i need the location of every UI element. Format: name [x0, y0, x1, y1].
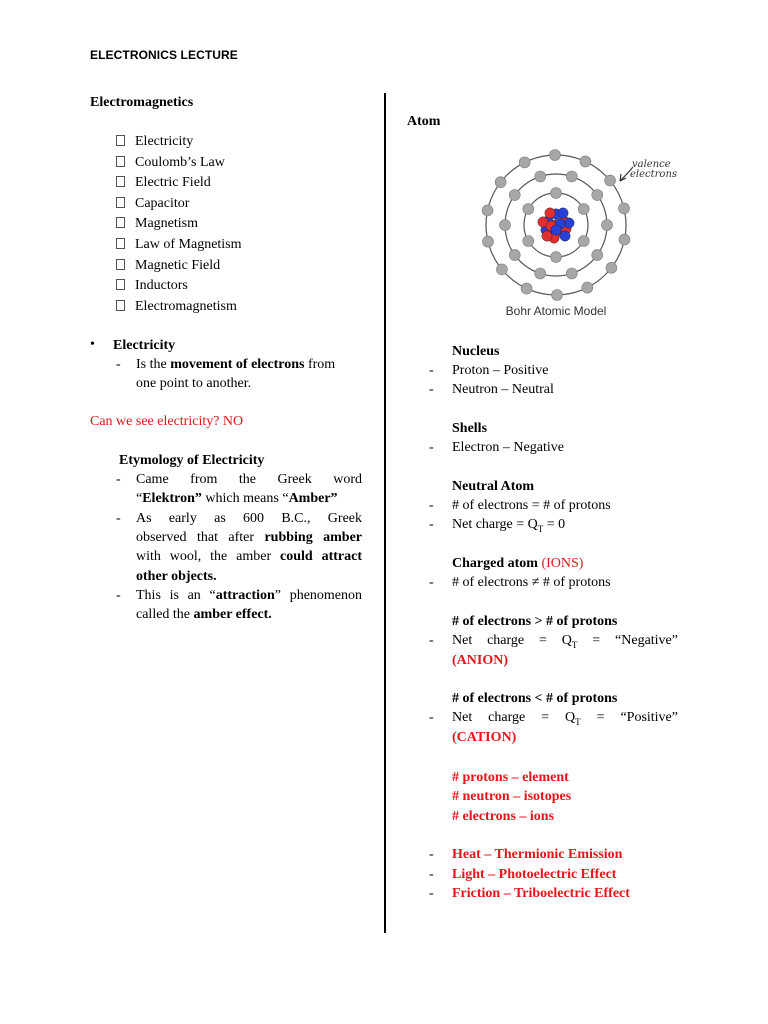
dash-icon: -: [429, 363, 434, 378]
electron-icon: [551, 252, 562, 263]
nucleus-item: Proton – Positive: [452, 363, 549, 378]
electron-icon: [523, 236, 534, 247]
annotation-line1: valence: [632, 159, 671, 170]
ety2-line3: with wool, the amber could attract: [136, 549, 362, 564]
summary-item: # electrons – ions: [452, 808, 555, 824]
summary-list: [452, 768, 571, 826]
more-electrons-title: # of electrons > # of protons: [452, 614, 618, 629]
ety2-line1: As early as 600 B.C., Greek: [136, 511, 362, 526]
electron-icon: [496, 264, 507, 275]
dash-icon: -: [116, 511, 121, 526]
electron-icon: [509, 190, 520, 201]
checkbox-icon: [116, 259, 125, 270]
topic-item: Electromagnetism: [116, 297, 242, 318]
electron-icon: [619, 203, 630, 214]
cation-label: (CATION): [452, 730, 517, 745]
dash-icon: -: [429, 847, 434, 862]
ety3-line1: This is an “attraction” phenomenon: [136, 588, 363, 603]
electron-icon: [500, 220, 511, 231]
electron-icon: [566, 171, 577, 182]
document-header: ELECTRONICS LECTURE: [90, 48, 238, 62]
dash-icon: -: [429, 517, 434, 532]
electron-icon: [582, 282, 593, 293]
neutral-charge: Net charge = $Q_T = 0$: [452, 517, 566, 534]
dash-icon: -: [429, 633, 434, 648]
anion-label: (ANION): [452, 653, 508, 668]
topic-item: Magnetic Field: [116, 256, 242, 277]
nucleus-title: Nucleus: [452, 344, 500, 359]
summary-item: # neutron – isotopes: [452, 789, 572, 805]
bullet-desc-line2: one point to another.: [136, 376, 252, 391]
electron-icon: [578, 236, 589, 247]
less-electrons-title: # of electrons < # of protons: [452, 691, 618, 706]
dash-icon: -: [429, 710, 434, 725]
atom-title: Atom: [407, 114, 441, 129]
neutron-icon: [558, 208, 568, 218]
checkbox-icon: [116, 197, 125, 208]
ety1-line2: “Elektron” which means “Amber”: [136, 491, 338, 506]
checkbox-icon: [116, 238, 125, 249]
checkbox-icon: [116, 176, 125, 187]
electron-icon: [482, 205, 493, 216]
electron-icon: [578, 204, 589, 215]
section-title: Electromagnetics: [90, 95, 194, 110]
electron-icon: [482, 236, 493, 247]
bohr-atom-diagram: [470, 143, 680, 323]
etymology-title: Etymology of Electricity: [119, 453, 265, 468]
question-text: Can we see electricity? NO: [90, 414, 244, 429]
diagram-label: Bohr Atomic Model: [505, 304, 607, 318]
electron-icon: [552, 289, 563, 300]
checkbox-icon: [116, 217, 125, 228]
neutron-icon: [551, 225, 561, 235]
dash-icon: -: [429, 498, 434, 513]
electron-icon: [606, 262, 617, 273]
dash-icon: -: [116, 588, 121, 603]
electron-icon: [605, 175, 616, 186]
neutral-item: # of electrons = # of protons: [452, 498, 611, 513]
dash-icon: -: [429, 382, 434, 397]
dash-icon: -: [116, 357, 121, 372]
charged-item: # of electrons ≠ # of protons: [452, 575, 611, 590]
topic-item: Electricity: [116, 132, 242, 153]
dash-icon: -: [429, 866, 434, 882]
dash-icon: -: [429, 886, 434, 901]
electron-icon: [592, 249, 603, 260]
electron-icon: [566, 268, 577, 279]
topic-item: Electric Field: [116, 173, 242, 194]
cation-charge: Net charge = $Q_T$ = “Positive”: [452, 710, 678, 727]
effects-list: [452, 845, 630, 904]
neutron-icon: [560, 231, 570, 241]
topic-item: Coulomb’s Law: [116, 153, 242, 174]
neutron-icon: [564, 218, 574, 228]
topic-item: Capacitor: [116, 194, 242, 215]
ety2-line2: observed that after rubbing amber: [136, 530, 362, 545]
dash-icon: -: [116, 472, 121, 487]
electron-icon: [523, 204, 534, 215]
checkbox-icon: [116, 279, 125, 290]
summary-item: # protons – element: [452, 770, 569, 785]
electron-icon: [535, 171, 546, 182]
charged-title: Charged atom (IONS): [452, 556, 584, 571]
electron-icon: [535, 268, 546, 279]
electron-icon: [602, 220, 613, 231]
effects-dashes: [429, 845, 434, 904]
effect-item: Friction – Triboelectric Effect: [452, 886, 630, 901]
ety2-line4: other objects.: [136, 569, 217, 584]
dash-icon: -: [429, 440, 434, 455]
column-divider: [384, 93, 386, 933]
shells-title: Shells: [452, 421, 488, 436]
bullet-title: Electricity: [113, 338, 176, 353]
anion-charge: Net charge = $Q_T$ = “Negative”: [452, 633, 678, 650]
topic-list: [116, 132, 242, 317]
bohr-atom-svg: [470, 143, 680, 323]
electron-icon: [619, 234, 630, 245]
electron-icon: [521, 283, 532, 294]
ety3-line2: called the amber effect.: [136, 607, 272, 622]
effect-item: Light – Photoelectric Effect: [452, 866, 617, 882]
electron-icon: [519, 157, 530, 168]
neutral-title: Neutral Atom: [452, 479, 535, 494]
checkbox-icon: [116, 135, 125, 146]
bullet-desc-line1: Is the movement of electrons from: [136, 357, 336, 372]
electron-icon: [495, 177, 506, 188]
electron-icon: [580, 156, 591, 167]
electron-icon: [551, 188, 562, 199]
electron-icon: [549, 150, 560, 161]
topic-item: Magnetism: [116, 214, 242, 235]
bullet-dot-icon: •: [90, 337, 95, 352]
checkbox-icon: [116, 156, 125, 167]
topic-item: Law of Magnetism: [116, 235, 242, 256]
checkbox-icon: [116, 300, 125, 311]
proton-icon: [545, 208, 555, 218]
ety1-line1: Came from the Greek word: [136, 472, 362, 487]
electron-icon: [592, 190, 603, 201]
effect-item: Heat – Thermionic Emission: [452, 847, 623, 862]
nucleus: [538, 208, 574, 243]
nucleus-item: Neutron – Neutral: [452, 382, 554, 397]
dash-icon: -: [429, 575, 434, 590]
proton-icon: [542, 231, 552, 241]
shells-item: Electron – Negative: [452, 440, 564, 455]
annotation-line2: electrons: [630, 169, 678, 180]
topic-item: Inductors: [116, 276, 242, 297]
electron-icon: [509, 249, 520, 260]
